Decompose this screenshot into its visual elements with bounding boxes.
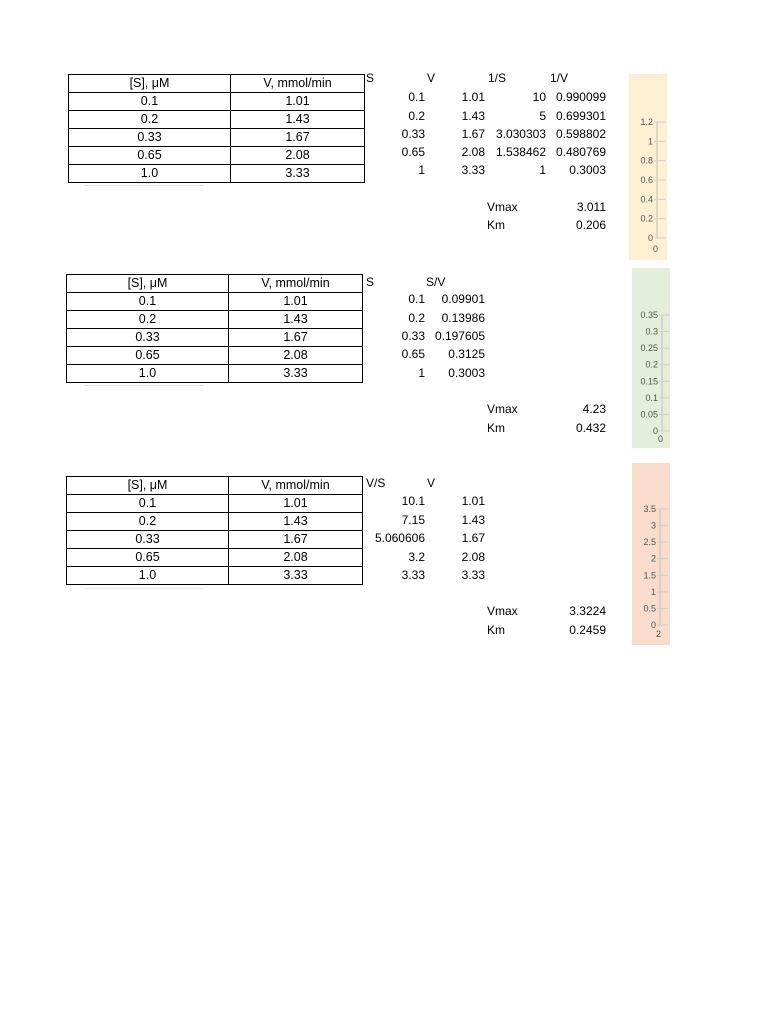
cell-v-over-s: 10.1 — [401, 494, 425, 508]
table-row — [67, 365, 363, 383]
table-row — [67, 513, 363, 531]
table-header-row — [67, 477, 363, 495]
y-tick-label: 0 — [650, 620, 656, 630]
cell-s: 0.1 — [408, 292, 425, 306]
table-cell: 1.67 — [231, 129, 365, 147]
col-header-s: S — [366, 275, 375, 289]
table-cell: 1.0 — [67, 365, 229, 383]
cell-v: 1.01 — [461, 494, 485, 508]
col-header-s: S — [366, 71, 375, 85]
cell-s: 0.2 — [408, 311, 425, 325]
eadie-hofstee-chart — [632, 463, 670, 645]
chart-svg — [632, 463, 670, 645]
y-tick-label: 1 — [647, 136, 653, 147]
table-row — [69, 93, 365, 111]
cell-s: 1 — [418, 366, 425, 380]
table-cell: 1.67 — [229, 329, 363, 347]
table-header-velocity: V, mmol/min — [229, 477, 363, 495]
km-label: Km — [487, 421, 505, 435]
table-cell: 0.65 — [67, 549, 229, 567]
table-header-row — [69, 75, 365, 93]
table-header-substrate: [S], μM — [69, 75, 231, 93]
cell-inv-s: 1.538462 — [495, 145, 546, 159]
vmax-value: 3.011 — [576, 200, 606, 214]
cell-v-over-s: 7.15 — [401, 513, 425, 527]
lineweaver-burk-chart — [629, 74, 667, 260]
km-value: 0.432 — [575, 421, 606, 435]
cell-v: 1.01 — [461, 90, 485, 104]
vmax-label: Vmax — [487, 604, 518, 618]
cell-s: 0.65 — [401, 145, 425, 159]
table-row — [67, 293, 363, 311]
table-row — [67, 329, 363, 347]
table-cell: 1.0 — [67, 567, 229, 585]
x-tick-label: 0 — [658, 434, 664, 444]
cell-s: 0.33 — [401, 329, 425, 343]
table-cell: 0.2 — [67, 311, 229, 329]
table-cell: 1.01 — [229, 495, 363, 513]
cell-s: 0.33 — [401, 127, 425, 141]
y-tick-label: 0.35 — [640, 310, 658, 320]
cell-s-over-v: 0.13986 — [441, 311, 485, 325]
col-header-inv-v: 1/V — [550, 71, 569, 85]
cell-s: 0.2 — [408, 109, 425, 123]
table-cell: 3.33 — [229, 567, 363, 585]
y-tick-label: 0.2 — [645, 359, 658, 370]
vmax-value: 3.3224 — [569, 604, 606, 618]
col-header-v-over-s: V/S — [366, 476, 386, 490]
table-row — [67, 495, 363, 513]
cell-v: 1.43 — [461, 513, 485, 527]
x-tick-label: 2 — [656, 629, 662, 639]
col-header-inv-s: 1/S — [488, 71, 507, 85]
y-tick-label: 0.8 — [640, 155, 653, 166]
cell-inv-s: 5 — [539, 109, 546, 123]
y-tick-label: 0.2 — [640, 213, 653, 224]
cell-v: 2.08 — [461, 550, 485, 564]
table-cell: 0.1 — [67, 495, 229, 513]
table-cell: 2.08 — [231, 147, 365, 165]
y-tick-label: 0 — [652, 426, 658, 436]
cell-inv-v: 0.699301 — [555, 109, 606, 123]
cell-s-over-v: 0.197605 — [434, 329, 485, 343]
table-row — [67, 347, 363, 365]
substrate-velocity-table — [66, 274, 363, 383]
faint-divider — [84, 185, 204, 186]
table-row — [67, 549, 363, 567]
vmax-label: Vmax — [487, 402, 518, 416]
table-cell: 0.33 — [67, 329, 229, 347]
table-cell: 1.43 — [231, 111, 365, 129]
table-cell: 0.65 — [67, 347, 229, 365]
km-label: Km — [487, 623, 505, 637]
y-tick-label: 2.5 — [643, 537, 656, 548]
cell-v-over-s: 3.33 — [401, 568, 425, 582]
cell-inv-v: 0.598802 — [555, 127, 606, 141]
cell-s: 1 — [418, 163, 425, 177]
table-cell: 0.33 — [69, 129, 231, 147]
y-tick-label: 0.15 — [640, 376, 658, 387]
cell-inv-s: 10 — [532, 90, 546, 104]
table-row — [69, 129, 365, 147]
table-cell: 0.1 — [69, 93, 231, 111]
table-cell: 1.43 — [229, 311, 363, 329]
cell-s: 0.1 — [408, 90, 425, 104]
cell-s-over-v: 0.3125 — [448, 347, 485, 361]
cell-v: 3.33 — [461, 163, 485, 177]
y-tick-label: 0.5 — [643, 603, 656, 614]
table-cell: 0.65 — [69, 147, 231, 165]
table-cell: 1.0 — [69, 165, 231, 183]
cell-inv-s: 3.030303 — [495, 127, 546, 141]
table-cell: 2.08 — [229, 347, 363, 365]
cell-v: 1.67 — [461, 127, 485, 141]
y-tick-label: 1 — [650, 586, 656, 597]
table-row — [69, 147, 365, 165]
vmax-value: 4.23 — [582, 402, 606, 416]
col-header-s-over-v: S/V — [426, 275, 446, 289]
table-row — [69, 165, 365, 183]
table-cell: 3.33 — [231, 165, 365, 183]
table-header-velocity: V, mmol/min — [229, 275, 363, 293]
table-header-velocity: V, mmol/min — [231, 75, 365, 93]
cell-s: 0.65 — [401, 347, 425, 361]
faint-divider — [84, 588, 204, 589]
table-row — [67, 567, 363, 585]
table-cell: 1.01 — [229, 293, 363, 311]
y-tick-label: 1.2 — [640, 117, 653, 127]
y-tick-label: 2 — [650, 553, 656, 564]
cell-inv-s: 1 — [539, 163, 546, 177]
cell-v: 2.08 — [461, 145, 485, 159]
cell-s-over-v: 0.09901 — [441, 292, 485, 306]
cell-v-over-s: 3.2 — [408, 550, 425, 564]
y-tick-label: 0.6 — [640, 175, 653, 185]
y-tick-label: 0.1 — [645, 392, 658, 403]
table-row — [69, 111, 365, 129]
y-tick-label: 0.3 — [645, 326, 658, 337]
cell-v: 1.67 — [461, 531, 485, 545]
table-header-substrate: [S], μM — [67, 477, 229, 495]
km-value: 0.2459 — [569, 623, 606, 637]
y-tick-label: 0.4 — [640, 194, 653, 205]
table-row — [67, 311, 363, 329]
table-cell: 0.1 — [67, 293, 229, 311]
cell-s-over-v: 0.3003 — [448, 366, 485, 380]
y-tick-label: 1.5 — [643, 570, 656, 581]
substrate-velocity-table — [68, 74, 365, 183]
table-cell: 1.67 — [229, 531, 363, 549]
cell-v: 1.43 — [461, 109, 485, 123]
cell-v: 3.33 — [461, 568, 485, 582]
table-cell: 0.2 — [69, 111, 231, 129]
table-header-row — [67, 275, 363, 293]
chart-background — [632, 268, 670, 448]
chart-svg — [632, 268, 670, 448]
y-tick-label: 3 — [650, 520, 656, 531]
km-value: 0.206 — [575, 218, 606, 232]
table-cell: 0.33 — [67, 531, 229, 549]
cell-inv-v: 0.3003 — [569, 163, 606, 177]
y-tick-label: 0 — [647, 233, 653, 243]
y-tick-label: 0.25 — [640, 343, 658, 354]
y-tick-label: 3.5 — [643, 504, 656, 514]
col-header-v: V — [427, 476, 436, 490]
cell-v-over-s: 5.060606 — [374, 531, 425, 545]
table-row — [67, 531, 363, 549]
table-cell: 3.33 — [229, 365, 363, 383]
table-cell: 1.01 — [231, 93, 365, 111]
vmax-label: Vmax — [487, 200, 518, 214]
x-tick-label: 0 — [653, 244, 659, 254]
km-label: Km — [487, 218, 505, 232]
cell-inv-v: 0.990099 — [555, 90, 606, 104]
table-cell: 0.2 — [67, 513, 229, 531]
col-header-v: V — [427, 71, 436, 85]
y-tick-label: 0.05 — [640, 409, 658, 420]
chart-svg — [629, 74, 667, 260]
table-cell: 2.08 — [229, 549, 363, 567]
hanes-woolf-chart — [632, 268, 670, 448]
table-cell: 1.43 — [229, 513, 363, 531]
cell-inv-v: 0.480769 — [555, 145, 606, 159]
table-header-substrate: [S], μM — [67, 275, 229, 293]
faint-divider — [84, 385, 204, 386]
substrate-velocity-table — [66, 476, 363, 585]
